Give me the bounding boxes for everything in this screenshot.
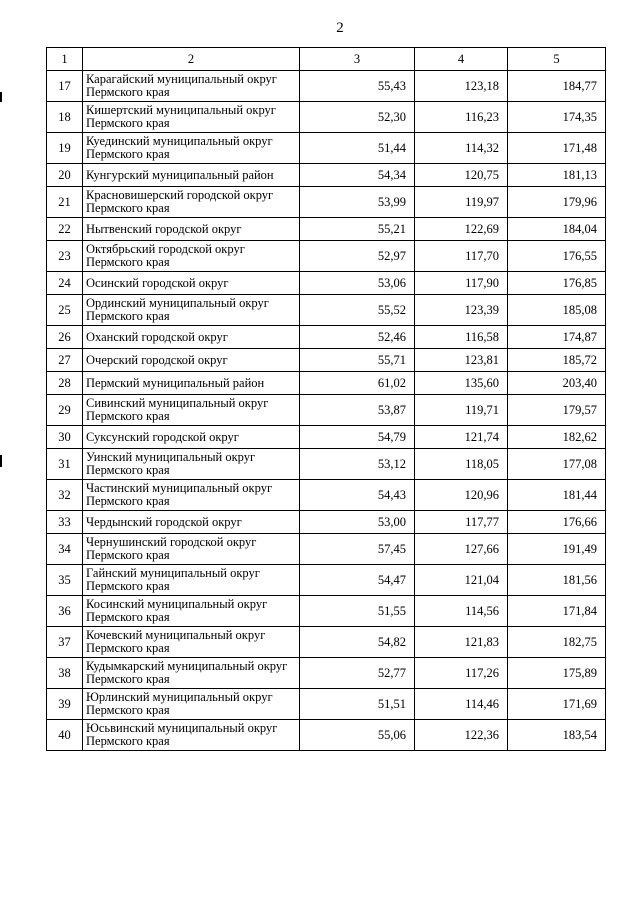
municipality-name: Ординский муниципальный округ Пермского края (83, 295, 300, 326)
value-col5: 185,08 (508, 295, 606, 326)
value-col4: 121,74 (415, 426, 508, 449)
table-row (47, 720, 606, 751)
value-col3: 51,51 (300, 689, 415, 720)
value-col5: 203,40 (508, 372, 606, 395)
value-col3: 53,99 (300, 187, 415, 218)
value-col5: 176,55 (508, 241, 606, 272)
row-number: 32 (47, 480, 83, 511)
value-col4: 114,32 (415, 133, 508, 164)
municipality-name: Сивинский муниципальный округ Пермского края (83, 395, 300, 426)
municipality-name: Оханский городской округ (83, 326, 300, 349)
scan-edge-mark (0, 455, 2, 467)
municipality-name: Куединский муниципальный округ Пермского края (83, 133, 300, 164)
row-number: 30 (47, 426, 83, 449)
value-col5: 183,54 (508, 720, 606, 751)
municipality-name: Красновишерский городской округ Пермского края (83, 187, 300, 218)
value-col3: 54,43 (300, 480, 415, 511)
table-row (47, 295, 606, 326)
value-col4: 121,04 (415, 565, 508, 596)
value-col5: 181,13 (508, 164, 606, 187)
row-number: 25 (47, 295, 83, 326)
table-row (47, 596, 606, 627)
row-number: 23 (47, 241, 83, 272)
value-col4: 117,90 (415, 272, 508, 295)
value-col5: 174,35 (508, 102, 606, 133)
value-col5: 181,44 (508, 480, 606, 511)
municipality-name: Кудымкарский муниципальный округ Пермского края (83, 658, 300, 689)
municipality-name: Карагайский муниципальный округ Пермского края (83, 71, 300, 102)
row-number: 38 (47, 658, 83, 689)
value-col5: 182,75 (508, 627, 606, 658)
value-col4: 122,36 (415, 720, 508, 751)
table-row (47, 218, 606, 241)
municipality-name: Кунгурский муниципальный район (83, 164, 300, 187)
value-col3: 55,21 (300, 218, 415, 241)
column-header: 5 (508, 48, 606, 71)
table-row (47, 187, 606, 218)
table-header-row (47, 48, 606, 71)
row-number: 17 (47, 71, 83, 102)
value-col4: 117,26 (415, 658, 508, 689)
municipality-name: Суксунский городской округ (83, 426, 300, 449)
table-row (47, 326, 606, 349)
municipality-name: Чердынский городской округ (83, 511, 300, 534)
value-col4: 116,23 (415, 102, 508, 133)
data-table (46, 47, 606, 751)
row-number: 40 (47, 720, 83, 751)
value-col5: 179,57 (508, 395, 606, 426)
value-col5: 176,85 (508, 272, 606, 295)
table-row (47, 426, 606, 449)
value-col3: 51,55 (300, 596, 415, 627)
row-number: 24 (47, 272, 83, 295)
value-col3: 53,06 (300, 272, 415, 295)
municipality-name: Пермский муниципальный район (83, 372, 300, 395)
value-col5: 171,84 (508, 596, 606, 627)
municipality-name: Юсьвинский муниципальный округ Пермского края (83, 720, 300, 751)
value-col3: 53,00 (300, 511, 415, 534)
row-number: 35 (47, 565, 83, 596)
value-col3: 54,82 (300, 627, 415, 658)
table-row (47, 627, 606, 658)
municipality-name: Гайнский муниципальный округ Пермского края (83, 565, 300, 596)
table-row (47, 395, 606, 426)
table-row (47, 534, 606, 565)
table-row (47, 272, 606, 295)
column-header: 1 (47, 48, 83, 71)
value-col4: 120,75 (415, 164, 508, 187)
row-number: 36 (47, 596, 83, 627)
value-col5: 184,04 (508, 218, 606, 241)
municipality-name: Косинский муниципальный округ Пермского края (83, 596, 300, 627)
value-col5: 182,62 (508, 426, 606, 449)
value-col4: 127,66 (415, 534, 508, 565)
value-col5: 171,48 (508, 133, 606, 164)
table-row (47, 102, 606, 133)
table-row (47, 689, 606, 720)
value-col3: 52,46 (300, 326, 415, 349)
value-col3: 54,47 (300, 565, 415, 596)
value-col3: 55,52 (300, 295, 415, 326)
value-col5: 184,77 (508, 71, 606, 102)
value-col5: 177,08 (508, 449, 606, 480)
table-row (47, 133, 606, 164)
value-col3: 52,30 (300, 102, 415, 133)
column-header: 4 (415, 48, 508, 71)
row-number: 20 (47, 164, 83, 187)
table-row (47, 349, 606, 372)
value-col3: 55,06 (300, 720, 415, 751)
table-row (47, 449, 606, 480)
page-number: 2 (336, 20, 344, 36)
table-row (47, 164, 606, 187)
municipality-name: Чернушинский городской округ Пермского края (83, 534, 300, 565)
table-row (47, 658, 606, 689)
value-col5: 191,49 (508, 534, 606, 565)
table-body (47, 71, 606, 751)
value-col5: 181,56 (508, 565, 606, 596)
value-col4: 123,81 (415, 349, 508, 372)
value-col4: 120,96 (415, 480, 508, 511)
municipality-name: Очерский городской округ (83, 349, 300, 372)
row-number: 39 (47, 689, 83, 720)
row-number: 21 (47, 187, 83, 218)
column-header: 2 (83, 48, 300, 71)
value-col3: 51,44 (300, 133, 415, 164)
value-col3: 53,12 (300, 449, 415, 480)
table-row (47, 71, 606, 102)
row-number: 27 (47, 349, 83, 372)
value-col3: 57,45 (300, 534, 415, 565)
table-row (47, 480, 606, 511)
value-col3: 55,43 (300, 71, 415, 102)
table-row (47, 372, 606, 395)
row-number: 26 (47, 326, 83, 349)
value-col3: 61,02 (300, 372, 415, 395)
municipality-name: Осинский городской округ (83, 272, 300, 295)
value-col4: 121,83 (415, 627, 508, 658)
row-number: 29 (47, 395, 83, 426)
value-col3: 52,77 (300, 658, 415, 689)
value-col4: 119,71 (415, 395, 508, 426)
value-col5: 175,89 (508, 658, 606, 689)
municipality-name: Частинский муниципальный округ Пермского края (83, 480, 300, 511)
value-col4: 116,58 (415, 326, 508, 349)
value-col4: 114,56 (415, 596, 508, 627)
row-number: 28 (47, 372, 83, 395)
value-col5: 179,96 (508, 187, 606, 218)
value-col4: 135,60 (415, 372, 508, 395)
municipality-name: Юрлинский муниципальный округ Пермского края (83, 689, 300, 720)
municipality-name: Кишертский муниципальный округ Пермского края (83, 102, 300, 133)
municipality-name: Кочевский муниципальный округ Пермского края (83, 627, 300, 658)
value-col5: 185,72 (508, 349, 606, 372)
value-col3: 54,79 (300, 426, 415, 449)
table-row (47, 241, 606, 272)
value-col5: 174,87 (508, 326, 606, 349)
municipality-name: Уинский муниципальный округ Пермского края (83, 449, 300, 480)
municipality-name: Октябрьский городской округ Пермского края (83, 241, 300, 272)
value-col4: 122,69 (415, 218, 508, 241)
value-col3: 55,71 (300, 349, 415, 372)
value-col3: 52,97 (300, 241, 415, 272)
value-col3: 53,87 (300, 395, 415, 426)
column-header: 3 (300, 48, 415, 71)
value-col4: 123,18 (415, 71, 508, 102)
row-number: 37 (47, 627, 83, 658)
value-col4: 117,77 (415, 511, 508, 534)
table-row (47, 565, 606, 596)
row-number: 34 (47, 534, 83, 565)
row-number: 22 (47, 218, 83, 241)
row-number: 19 (47, 133, 83, 164)
table-row (47, 511, 606, 534)
row-number: 18 (47, 102, 83, 133)
row-number: 31 (47, 449, 83, 480)
value-col4: 118,05 (415, 449, 508, 480)
value-col4: 123,39 (415, 295, 508, 326)
value-col4: 117,70 (415, 241, 508, 272)
municipality-name: Нытвенский городской округ (83, 218, 300, 241)
value-col4: 114,46 (415, 689, 508, 720)
value-col5: 171,69 (508, 689, 606, 720)
value-col3: 54,34 (300, 164, 415, 187)
scan-edge-mark (0, 92, 2, 102)
value-col5: 176,66 (508, 511, 606, 534)
row-number: 33 (47, 511, 83, 534)
value-col4: 119,97 (415, 187, 508, 218)
